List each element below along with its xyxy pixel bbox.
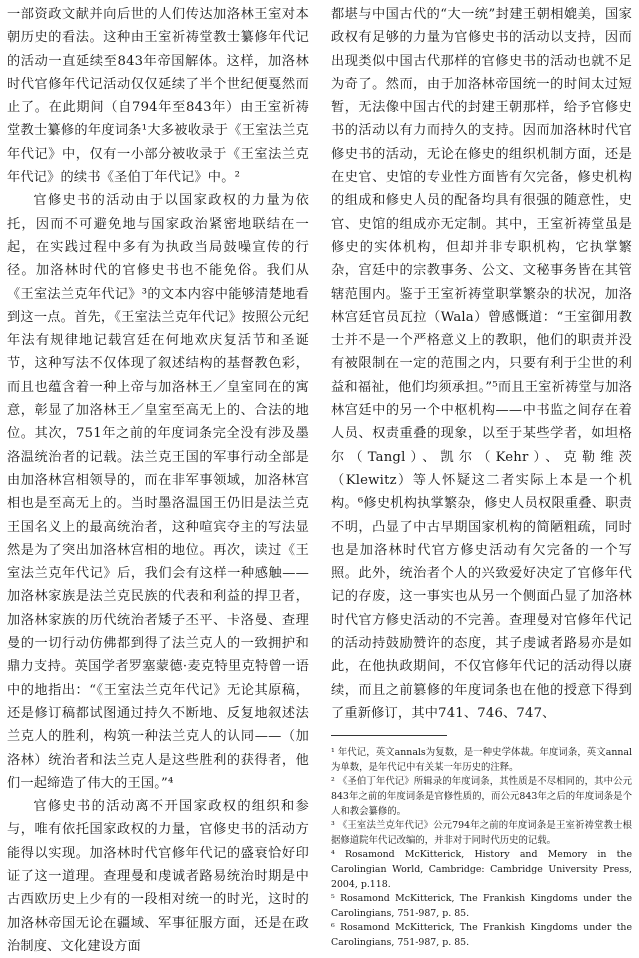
body-paragraph-1: 一部资政文献并向后世的人们传达加洛林王室对本朝历史的看法。这种由王室祈祷堂教士纂修年代记的活动一直延续至843年帝国解体。这样，加洛林时代官修年代记活动仅仅延续了半个世纪便戛然而止了。在此期间（自794年至843年）由王室祈祷堂教士纂修的年度词条¹大多被收录于《王室法兰克年代记》中，仅有一小部分被收录于《王室法兰克年代记》的续书《圣伯丁年代记》中。² (7, 7, 309, 186)
footnote-3: ³ 《王室法兰克年代记》公元794年之前的年度词条是王室祈祷堂教士根据修道院年代记改编的，并非对于同时代历史的记载。 (331, 820, 632, 846)
footnote-1: ¹ 年代记，英文annals为复数，是一种史学体裁。年度词条，英文annal为单数，是年代记中有关某一年历史的注释。 (331, 747, 632, 773)
footnote-divider (331, 735, 447, 736)
body-paragraph-3: 官修史书的活动离不开国家政权的组织和参与，唯有依托国家政权的力量，官修史书的活动方能得以实现。加洛林时代官修年代记的盛衰恰好印证了这一道理。查理曼和虔诚者路易统治时期是中古西欧历史上少有的一段相对统一的时光，这时的加洛林帝国无论在疆域、军事征服方面，还是在政治制度、文化建设方面 (7, 799, 309, 954)
footnote-5: ⁵ Rosamond McKitterick, The Frankish Kingdoms under the Carolingians, 751-987, p. 85. (331, 893, 632, 919)
footnote-4: ⁴ Rosamond McKitterick, History and Memory in the Carolingian World, Cambridge: Cambridge University Press, 2004, p.118. (331, 849, 632, 890)
footnotes (331, 746, 632, 950)
left-column (7, 3, 309, 958)
body-paragraph-4: 都堪与中国古代的“大一统”封建王朝相媲美，国家政权有足够的力量为官修史书的活动以支持，因而出现类似中国古代那样的官修史书的活动也就不足为奇了。然而，由于加洛林帝国统一的时间太过短暂，无法像中国古代的封建王朝那样，给予官修史书的活动以有力而持久的支持。因而加洛林时代官修史书的活动，无论在修史的组织机制方面，还是在史官、史馆的专业性方面皆有欠完备，修史机构的组成和修史人员的配备均具有很强的随意性，史官、史馆的组成亦无定制。其中，王室祈祷堂虽是修史的实体机构，但却并非专职机构，它执掌繁杂，宫廷中的宗教事务、公文、文秘事务皆在其管辖范围内。鉴于王室祈祷堂职掌繁杂的状况，加洛林宫廷官员瓦拉（Wala）曾感慨道：“王室御用教士并不是一个严格意义上的教职，他们的职责并没有被限制在一定的范围之内，只要有利于尘世的利益和福祉，他们均须承担。”⁵而且王室祈祷堂与加洛林宫廷中的另一个中枢机构——中书监之间存在着人员、权责重叠的现象，以至于某些学者，如坦格尔（Tangl）、凯尔（Kehr）、克勒维茨（Klewitz）等人怀疑这二者实际上本是一个机构。⁶修史机构执掌繁杂，修史人员权限重叠、职责不明，凸显了中古早期国家机构的简陋粗疏，同时也是加洛林时代官方修史活动有欠完备的一个写照。此外，统治者个人的兴致爱好决定了官修年代记的存废，这一事实也从另一个侧面凸显了加洛林时代官方修史活动的不完善。查理曼对官修年代记的活动持鼓励赞许的态度，其子虔诚者路易亦是如此，在他执政期间，不仅官修年代记的活动得以赓续，而且之前篡修的年度词条也在他的授意下得到了重新修订，其中741、746、747、 (331, 7, 632, 721)
footnote-6: ⁶ Rosamond McKitterick, The Frankish Kingdoms under the Carolingians, 751-987, p. 85. (331, 922, 632, 948)
body-paragraph-2: 官修史书的活动由于以国家政权的力量为依托，因而不可避免地与国家政治紧密地联结在一起，在实践过程中多有为执政当局鼓噪宣传的行径。加洛林时代的官修史书也不能免俗。我们从《王室法兰克年代记》³的文本内容中能够清楚地看到这一点。首先，《王室法兰克年代记》按照公元纪年法有规律地记载宫廷在何地欢庆复活节和圣诞节，这种写法不仅体现了叙述结构的基督教色彩，而且也蕴含着一种上帝与加洛林王／皇室同在的寓意，彰显了加洛林王／皇室至高无上的、合法的地位。其次，751年之前的年度词条完全没有涉及墨洛温统治者的记载。法兰克王国的军事行动全部是由加洛林宫相领导的，而在非军事领域，加洛林宫相也是至高无上的。当时墨洛温国王仍旧是法兰克王国名义上的最高统治者，这种喧宾夺主的写法显然是为了突出加洛林宫相的地位。再次，读过《王室法兰克年代记》后，我们会有这样一种感触——加洛林家族是法兰克民族的代表和利益的捍卫者，加洛林家族的历代统治者矮子丕平、卡洛曼、查理曼的一切行动仿佛都到得了法兰克人的一致拥护和鼎力支持。英国学者罗塞蒙德·麦克特里克特曾一语中的地指出：“《王室法兰克年代记》无论其原稿，还是修订稿都试图通过持久不断地、反复地叙述法兰克人的胜利，构筑一种法兰克人的认同——（加洛林）统治者和法兰克人是这些胜利的获得者，他们一起缔造了伟大的王国。”⁴ (7, 193, 309, 791)
right-column (331, 3, 632, 951)
footnote-2: ² 《圣伯丁年代记》所辑录的年度词条，其性质是不尽相同的，其中公元843年之前的年度词条是官修性质的，而公元843年之后的年度词条是个人和教会纂修的。 (331, 776, 632, 817)
